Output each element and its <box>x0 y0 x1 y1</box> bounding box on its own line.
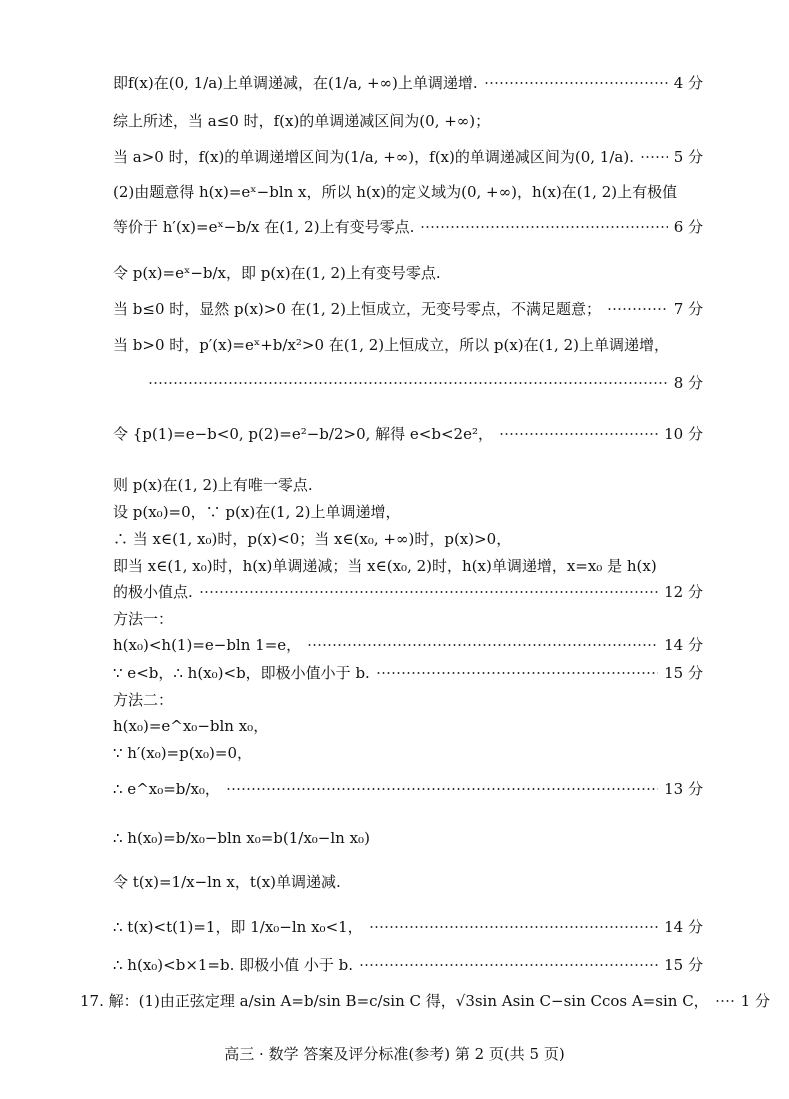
leader-dots <box>307 644 658 646</box>
score-label: 14 分 <box>664 636 703 654</box>
page-footer: 高三 · 数学 答案及评分标准(参考) 第 2 页(共 5 页) <box>224 1045 565 1063</box>
score-label: 1 分 <box>740 992 770 1010</box>
answer-line <box>113 582 703 602</box>
leader-dots <box>499 433 658 435</box>
answer-line <box>113 111 703 131</box>
line-text: 等价于 h′(x)=eˣ−b/x 在(1, 2)上有变号零点. <box>113 218 415 236</box>
line-text: 17. 解：(1)由正弦定理 a/sin A=b/sin B=c/sin C 得，√3sin Asin C−sin Ccos A=sin C， <box>80 992 709 1010</box>
score-label: 12 分 <box>664 583 703 601</box>
answer-line <box>113 335 703 355</box>
line-text: 综上所述，当 a≤0 时，f(x)的单调递减区间为(0, +∞)； <box>113 112 491 130</box>
leader-dots <box>226 788 658 790</box>
line-text: h(x₀)=e^x₀−bln x₀， <box>113 717 269 735</box>
answer-line <box>113 475 703 495</box>
line-text: ∴ h(x₀)=b/x₀−bln x₀=b(1/x₀−ln x₀) <box>113 829 370 847</box>
answer-line <box>113 955 703 975</box>
leader-dots <box>640 156 668 158</box>
line-text: (2)由题意得 h(x)=eˣ−bln x，所以 h(x)的定义域为(0, +∞)，h(x)在(1, 2)上有极值 <box>113 183 678 201</box>
answer-line <box>113 263 703 283</box>
line-text: ∴ e^x₀=b/x₀， <box>113 780 220 798</box>
score-label: 15 分 <box>664 956 703 974</box>
line-text: 即f(x)在(0, 1/a)上单调递减，在(1/a, +∞)上单调递增. <box>113 74 478 92</box>
answer-line <box>80 991 770 1011</box>
score-label: 14 分 <box>664 918 703 936</box>
line-text: ∴ 当 x∈(1, x₀)时，p(x)<0；当 x∈(x₀, +∞)时，p(x)>0， <box>113 530 512 548</box>
answer-line <box>113 690 703 710</box>
score-label: 5 分 <box>673 148 703 166</box>
line-text: ∵ e<b，∴ h(x₀)<b，即极小值小于 b. <box>113 664 370 682</box>
answer-line <box>113 529 703 549</box>
score-label: 8 分 <box>673 374 703 392</box>
answer-line <box>113 779 703 799</box>
score-label: 15 分 <box>664 664 703 682</box>
answer-line <box>113 556 703 576</box>
leader-dots <box>199 591 658 593</box>
leader-dots <box>715 1000 735 1002</box>
line-text: ∴ h(x₀)<b×1=b. 即极小值 小于 b. <box>113 956 354 974</box>
leader-dots <box>148 382 668 384</box>
line-text: h(x₀)<h(1)=e−bln 1=e， <box>113 636 302 654</box>
answer-line <box>113 182 703 202</box>
line-text: 设 p(x₀)=0，∵ p(x)在(1, 2)上单调递增， <box>113 503 401 521</box>
answer-line <box>113 424 703 444</box>
line-text: 令 p(x)=eˣ−b/x，即 p(x)在(1, 2)上有变号零点. <box>113 264 441 282</box>
answer-line <box>113 299 703 319</box>
score-label: 13 分 <box>664 780 703 798</box>
leader-dots <box>607 308 668 310</box>
answer-line <box>113 635 703 655</box>
answer-line <box>113 147 703 167</box>
leader-dots <box>484 82 668 84</box>
score-label: 10 分 <box>664 425 703 443</box>
line-text: 即当 x∈(1, x₀)时，h(x)单调递减；当 x∈(x₀, 2)时，h(x)单调递增，x=x₀ 是 h(x) <box>113 557 657 575</box>
line-text: 令 t(x)=1/x−ln x，t(x)单调递减. <box>113 873 341 891</box>
answer-line <box>113 73 703 93</box>
leader-dots <box>369 926 658 928</box>
answer-line <box>113 609 703 629</box>
line-text: 当 b≤0 时，显然 p(x)>0 在(1, 2)上恒成立，无变号零点，不满足题意； <box>113 300 601 318</box>
answer-line <box>113 502 703 522</box>
answer-line <box>113 872 703 892</box>
line-text: 当 b>0 时，p′(x)=eˣ+b/x²>0 在(1, 2)上恒成立，所以 p(x)在(1, 2)上单调递增， <box>113 336 669 354</box>
answer-line <box>113 828 703 848</box>
answer-line <box>113 217 703 237</box>
line-text: 的极小值点. <box>113 583 193 601</box>
answer-line <box>148 373 703 393</box>
line-text: 则 p(x)在(1, 2)上有唯一零点. <box>113 476 313 494</box>
score-label: 6 分 <box>673 218 703 236</box>
leader-dots <box>359 964 658 966</box>
line-text: 令 {p(1)=e−b<0, p(2)=e²−b/2>0, 解得 e<b<2e²， <box>113 425 493 443</box>
answer-line <box>113 663 703 683</box>
answer-line <box>113 743 703 763</box>
score-label: 7 分 <box>673 300 703 318</box>
line-text: 方法二： <box>113 691 174 709</box>
answer-line <box>113 716 703 736</box>
line-text: 当 a>0 时，f(x)的单调递增区间为(1/a, +∞)，f(x)的单调递减区间为(0, 1/a). <box>113 148 634 166</box>
answer-line <box>113 917 703 937</box>
line-text: ∴ t(x)<t(1)=1，即 1/x₀−ln x₀<1， <box>113 918 363 936</box>
line-text: 方法一： <box>113 610 174 628</box>
leader-dots <box>376 672 658 674</box>
leader-dots <box>420 226 667 228</box>
line-text: ∵ h′(x₀)=p(x₀)=0， <box>113 744 253 762</box>
score-label: 4 分 <box>673 74 703 92</box>
